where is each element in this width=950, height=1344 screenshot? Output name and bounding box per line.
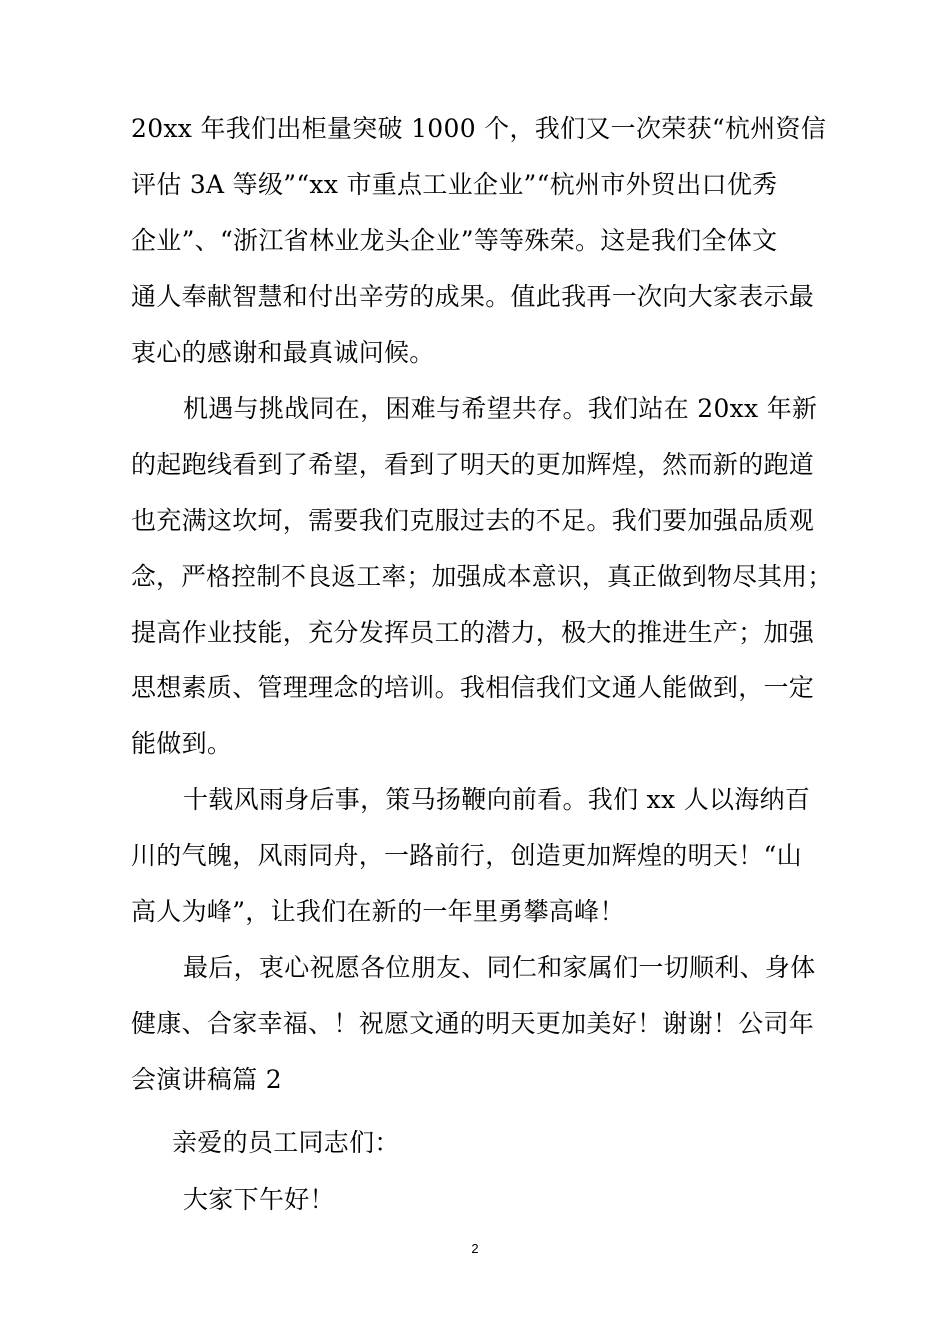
text-line: 20xx 年我们出柜量突破 1000 个，我们又一次荣获“杭州资信 [131, 114, 827, 143]
text-line: 十载风雨身后事，策马扬鞭向前看。我们 xx 人以海纳百 [183, 785, 811, 814]
text-line: 评估 3A 等级”“xx 市重点工业企业”“杭州市外贸出口优秀 [131, 170, 778, 199]
text-line: 高人为峰”，让我们在新的一年里勇攀高峰！ [131, 897, 625, 926]
text-line: 亲爱的员工同志们： [172, 1128, 400, 1157]
text-line: 企业”、“浙江省林业龙头企业”等等殊荣。这是我们全体文 [131, 226, 778, 255]
text-line: 最后，衷心祝愿各位朋友、同仁和家属们一切顺利、身体 [183, 953, 816, 982]
text-line: 通人奉献智慧和付出辛劳的成果。值此我再一次向大家表示最 [131, 282, 815, 311]
text-line: 也充满这坎坷，需要我们克服过去的不足。我们要加强品质观 [131, 506, 815, 535]
text-line: 会演讲稿篇 2 [131, 1065, 282, 1094]
text-line: 提高作业技能，充分发挥员工的潜力，极大的推进生产；加强 [131, 618, 815, 647]
page-number: 2 [471, 1241, 479, 1256]
text-line: 衷心的感谢和最真诚问候。 [131, 338, 435, 367]
text-line: 思想素质、管理理念的培训。我相信我们文通人能做到，一定 [131, 673, 815, 702]
text-line: 能做到。 [131, 729, 233, 758]
text-line: 念，严格控制不良返工率；加强成本意识，真正做到物尽其用； [131, 562, 833, 591]
text-line: 川的气魄，风雨同舟，一路前行，创造更加辉煌的明天！“山 [131, 841, 802, 870]
text-line: 健康、合家幸福、！祝愿文通的明天更加美好！谢谢！公司年 [131, 1009, 815, 1038]
text-line: 的起跑线看到了希望，看到了明天的更加辉煌，然而新的跑道 [131, 450, 815, 479]
text-line: 大家下午好！ [183, 1185, 335, 1214]
text-line: 机遇与挑战同在，困难与希望共存。我们站在 20xx 年新 [183, 394, 818, 423]
